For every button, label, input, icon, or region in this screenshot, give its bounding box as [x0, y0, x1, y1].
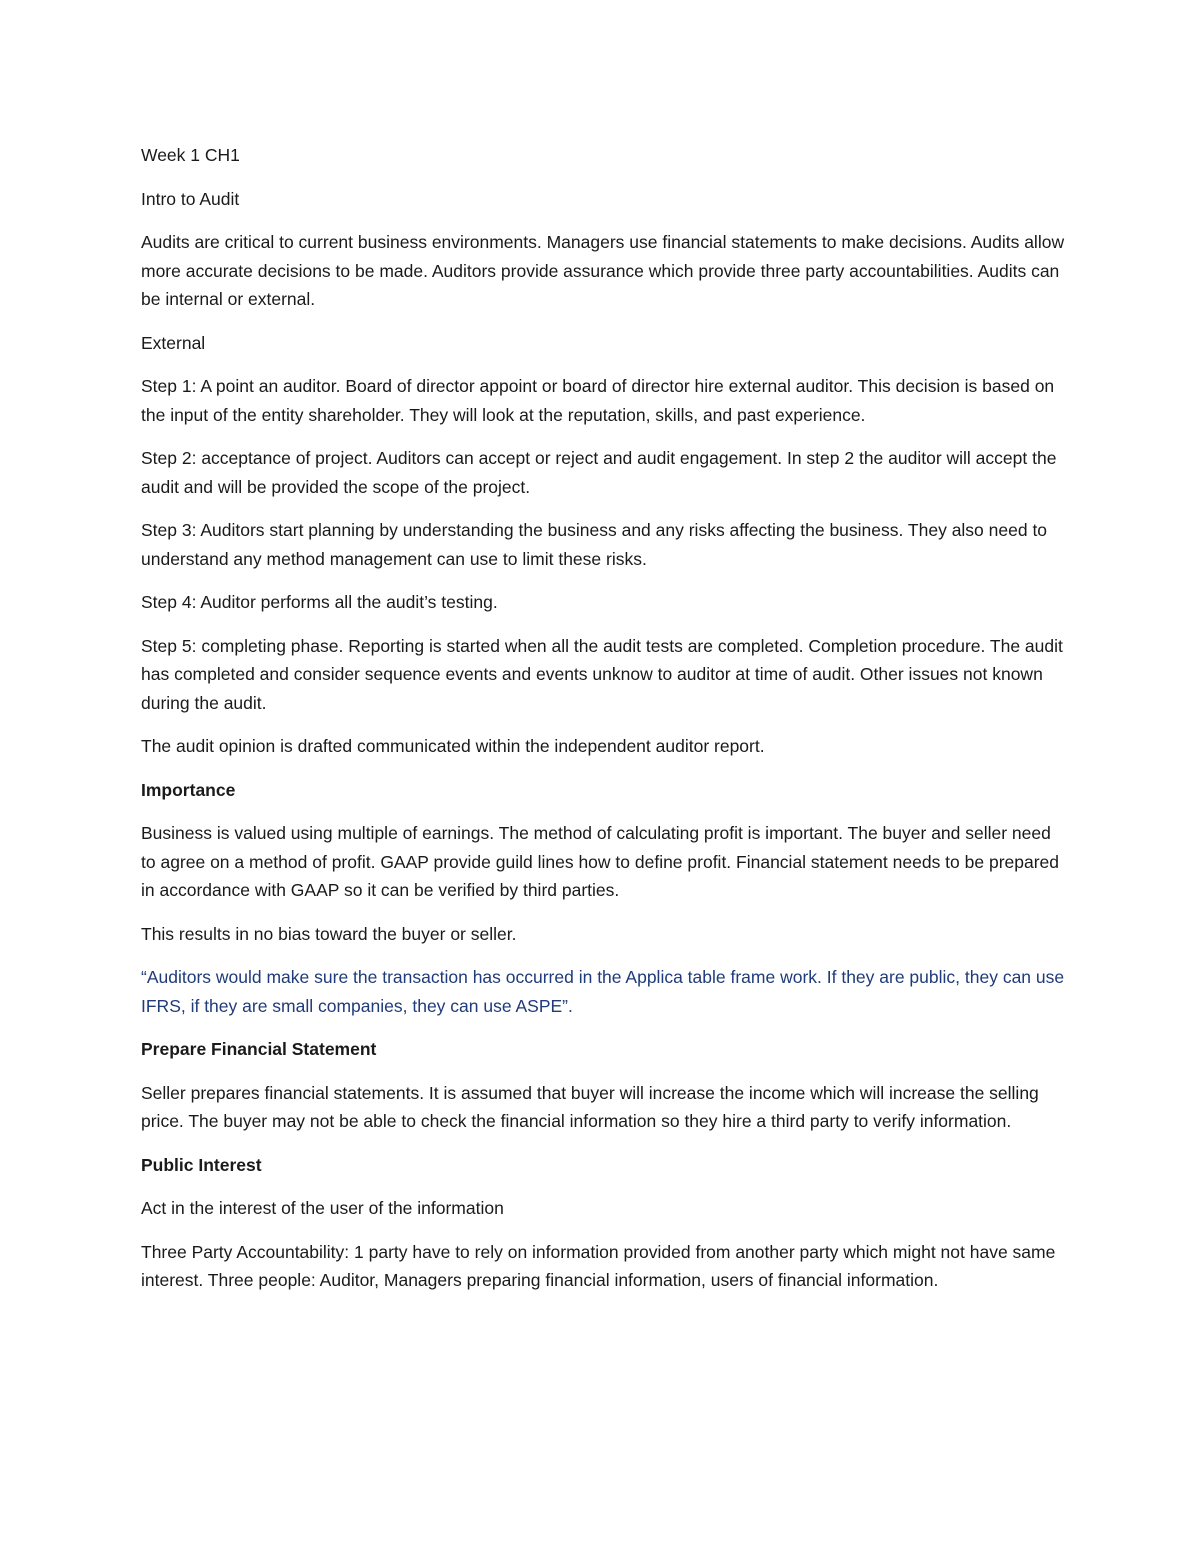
importance-heading: Importance	[141, 779, 236, 800]
step-5-paragraph: Step 5: completing phase. Reporting is started when all the audit tests are completed. Completion procedure. The audit has completed and consider sequence events and events unknow to auditor at time of audit. Other issues not known during the audit.	[141, 635, 1063, 713]
public-interest-paragraph: Act in the interest of the user of the information	[141, 1198, 504, 1218]
step-2-paragraph: Step 2: acceptance of project. Auditors can accept or reject and audit engagement. In step 2 the auditor will accept the audit and will be provided the scope of the project.	[141, 448, 1057, 497]
week-title: Week 1 CH1	[141, 145, 240, 165]
no-bias-paragraph: This results in no bias toward the buyer or seller.	[141, 923, 517, 944]
prepare-heading: Prepare Financial Statement	[141, 1039, 377, 1059]
step-1-paragraph: Step 1: A point an auditor. Board of director appoint or board of director hire external auditor. This decision is based on the input of the entity shareholder. They will look at the reputation, skills, and past experience.	[141, 376, 1055, 425]
three-party-paragraph: Three Party Accountability: 1 party have to rely on information provided from another party which might not have same interest. Three people: Auditor, Managers preparing financial information, users of financial information.	[141, 1241, 1056, 1290]
document-body	[141, 141, 1066, 1310]
public-interest-heading: Public Interest	[141, 1154, 262, 1175]
opinion-paragraph: The audit opinion is drafted communicated within the independent auditor report.	[141, 736, 765, 756]
quote-paragraph: “Auditors would make sure the transaction has occurred in the Applica table frame work. If they are public, they can use IFRS, if they are small companies, they can use ASPE”.	[141, 967, 1065, 1016]
section-title: Intro to Audit	[141, 188, 240, 209]
step-4-paragraph: Step 4: Auditor performs all the audit’s testing.	[141, 592, 498, 612]
external-label: External	[141, 332, 206, 353]
importance-paragraph: Business is valued using multiple of earnings. The method of calculating profit is important. The buyer and seller need to agree on a method of profit. GAAP provide guild lines how to define profit. Financial statement needs to be prepared in accordance with GAAP so it can be verified by third parties.	[141, 823, 1060, 900]
prepare-paragraph: Seller prepares financial statements. It is assumed that buyer will increase the income which will increase the selling price. The buyer may not be able to check the financial information so they hire a third party to verify information.	[141, 1082, 1039, 1131]
step-3-paragraph: Step 3: Auditors start planning by understanding the business and any risks affecting the business. They also need to understand any method management can use to limit these risks.	[141, 520, 1048, 569]
intro-paragraph: Audits are critical to current business environments. Managers use financial statements to make decisions. Audits allow more accurate decisions to be made. Auditors provide assurance which provide three party accountabilities. Audits can be internal or external.	[141, 232, 1065, 309]
